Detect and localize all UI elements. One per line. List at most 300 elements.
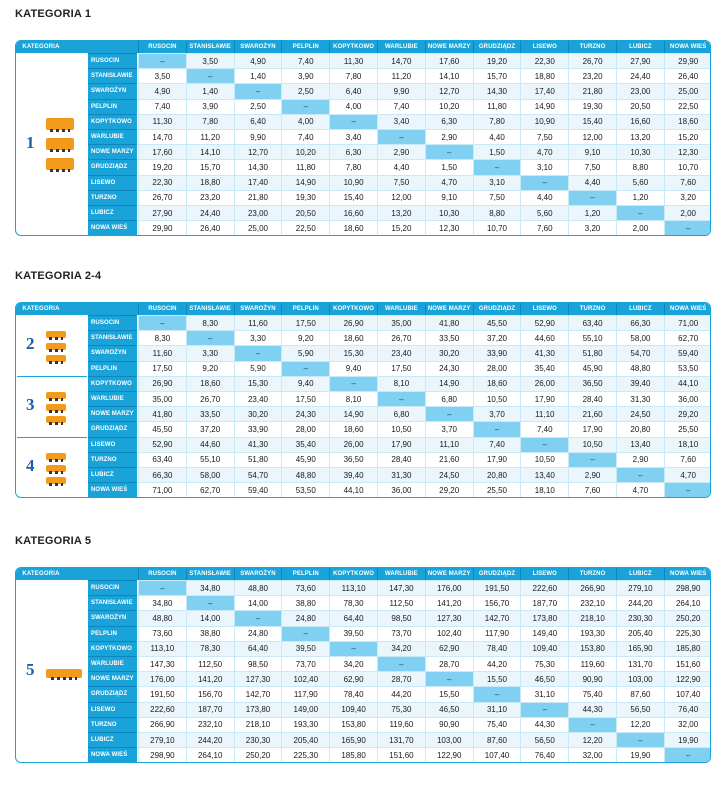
table-cell: 8,10 <box>377 376 425 391</box>
table-cell: 10,30 <box>425 205 473 220</box>
column-header: LUBICZ <box>616 41 664 53</box>
table-cell: 34,20 <box>377 641 425 656</box>
table-cell: – <box>234 610 282 625</box>
table-cell: – <box>568 190 616 205</box>
table-cell: – <box>329 641 377 656</box>
table-cell: 191,50 <box>138 686 186 701</box>
table-cell: 22,30 <box>520 53 568 68</box>
table-cell: 151,60 <box>664 656 711 671</box>
column-header: RUSOCIN <box>138 41 186 53</box>
category-header: KATEGORIA <box>22 571 60 577</box>
table-cell: 264,10 <box>664 595 711 610</box>
table-cell: 35,40 <box>281 437 329 452</box>
table-cell: 29,90 <box>138 220 186 235</box>
column-header: NOWE MARZY <box>425 303 473 315</box>
table-cell: 16,60 <box>329 205 377 220</box>
table-cell: 13,40 <box>520 467 568 482</box>
table-cell: 32,00 <box>568 747 616 762</box>
table-cell: 18,80 <box>186 175 234 190</box>
table-cell: 38,80 <box>186 626 234 641</box>
table-cell: 12,20 <box>616 717 664 732</box>
table-cell: 225,30 <box>664 626 711 641</box>
table-cell: 117,90 <box>281 686 329 701</box>
table-cell: – <box>616 732 664 747</box>
table-cell: 37,20 <box>186 421 234 436</box>
row-header: NOWA WIEŚ <box>88 220 137 235</box>
table-cell: 53,50 <box>281 482 329 497</box>
table-cell: 26,40 <box>664 68 711 83</box>
table-cell: 7,60 <box>664 452 711 467</box>
column-header: SWAROŻYN <box>234 41 282 53</box>
table-cell: 35,40 <box>520 361 568 376</box>
table-cell: – <box>568 717 616 732</box>
table-cell: 3,30 <box>234 330 282 345</box>
table-cell: 71,00 <box>664 315 711 330</box>
table-cell: 62,90 <box>425 641 473 656</box>
column-header: STANISŁAWIE <box>186 41 234 53</box>
table-cell: 14,00 <box>186 610 234 625</box>
table-cell: 7,60 <box>568 482 616 497</box>
heavy-truck-icon <box>46 355 66 362</box>
table-cell: – <box>664 747 711 762</box>
table-cell: 165,90 <box>616 641 664 656</box>
row-header: RUSOCIN <box>88 53 137 68</box>
table-cell: 15,20 <box>664 129 711 144</box>
table-cell: 117,90 <box>473 626 521 641</box>
row-header: LISEWO <box>88 702 137 717</box>
table-cell: 15,30 <box>234 376 282 391</box>
table-cell: 153,80 <box>568 641 616 656</box>
table-cell: 19,30 <box>281 190 329 205</box>
table-cell: 75,40 <box>568 686 616 701</box>
table-cell: 36,00 <box>664 391 711 406</box>
table-cell: 13,20 <box>616 129 664 144</box>
bus-icon <box>46 331 66 338</box>
table-cell: 4,70 <box>664 467 711 482</box>
table-cell: 7,80 <box>186 114 234 129</box>
table-cell: 63,40 <box>138 452 186 467</box>
table-cell: 63,40 <box>568 315 616 330</box>
table-cell: 1,20 <box>568 205 616 220</box>
table-cell: 31,30 <box>616 391 664 406</box>
row-header: TURZNO <box>88 190 137 205</box>
column-header: NOWE MARZY <box>425 568 473 580</box>
column-header: PELPLIN <box>281 303 329 315</box>
table-cell: – <box>664 220 711 235</box>
table-cell: 3,50 <box>186 53 234 68</box>
table-cell: 10,90 <box>520 114 568 129</box>
table-cell: 3,70 <box>425 421 473 436</box>
row-header: KOPYTKOWO <box>88 114 137 129</box>
table-cell: 66,30 <box>616 315 664 330</box>
table-cell: 28,40 <box>568 391 616 406</box>
table-cell: 15,40 <box>568 114 616 129</box>
table-cell: 165,90 <box>329 732 377 747</box>
table-cell: 13,40 <box>616 437 664 452</box>
column-header: NOWA WIEŚ <box>664 568 711 580</box>
table-cell: 193,30 <box>568 626 616 641</box>
table-cell: – <box>186 68 234 83</box>
table-cell: 12,30 <box>425 220 473 235</box>
table-cell: 78,40 <box>329 686 377 701</box>
table-cell: 17,60 <box>425 53 473 68</box>
table-cell: 3,20 <box>664 190 711 205</box>
table-cell: 29,90 <box>664 53 711 68</box>
row-header: GRUDZIĄDZ <box>88 159 137 174</box>
table-cell: 10,20 <box>281 144 329 159</box>
table-cell: 11,60 <box>138 345 186 360</box>
table-cell: 1,20 <box>616 190 664 205</box>
table-cell: 27,90 <box>616 53 664 68</box>
table-cell: 33,50 <box>186 406 234 421</box>
table-cell: 102,40 <box>281 671 329 686</box>
table-cell: 11,80 <box>281 159 329 174</box>
table-cell: 9,20 <box>281 330 329 345</box>
table-cell: 5,90 <box>281 345 329 360</box>
table-cell: 26,00 <box>329 437 377 452</box>
column-header: KOPYTKOWO <box>329 568 377 580</box>
table-cell: 3,10 <box>473 175 521 190</box>
table-cell: 78,30 <box>329 595 377 610</box>
table-cell: 44,20 <box>473 656 521 671</box>
table-cell: 156,70 <box>186 686 234 701</box>
table-cell: 8,10 <box>329 391 377 406</box>
table-cell: 44,60 <box>520 330 568 345</box>
table-cell: 149,00 <box>281 702 329 717</box>
table-cell: 21,80 <box>568 83 616 98</box>
table-cell: 7,40 <box>138 99 186 114</box>
table-cell: 266,90 <box>138 717 186 732</box>
table-cell: 15,20 <box>377 220 425 235</box>
category-number: 2 <box>26 334 35 354</box>
row-header: NOWE MARZY <box>88 406 137 421</box>
table-cell: 119,60 <box>377 717 425 732</box>
table-cell: 14,10 <box>425 68 473 83</box>
table-cell: 11,80 <box>473 99 521 114</box>
table-cell: 109,40 <box>520 641 568 656</box>
table-cell: 30,20 <box>234 406 282 421</box>
table-cell: 14,90 <box>281 175 329 190</box>
table-cell: 3,70 <box>473 406 521 421</box>
table-cell: 90,90 <box>425 717 473 732</box>
column-header: NOWA WIEŚ <box>664 41 711 53</box>
table-cell: 218,10 <box>234 717 282 732</box>
truck-icon <box>46 465 66 472</box>
table-cell: 141,20 <box>425 595 473 610</box>
table-cell: 151,60 <box>377 747 425 762</box>
table-cell: 44,30 <box>520 717 568 732</box>
table-cell: 1,40 <box>186 83 234 98</box>
table-cell: 18,10 <box>664 437 711 452</box>
table-cell: 7,80 <box>329 68 377 83</box>
table-cell: 23,00 <box>616 83 664 98</box>
table-cell: – <box>520 175 568 190</box>
heavy-truck-icon <box>46 477 66 484</box>
category-number: 3 <box>26 395 35 415</box>
table-cell: 14,90 <box>329 406 377 421</box>
table-cell: 14,30 <box>234 159 282 174</box>
table-cell: 4,70 <box>616 482 664 497</box>
table-cell: 28,00 <box>473 361 521 376</box>
table-cell: 18,80 <box>520 68 568 83</box>
table-cell: 28,70 <box>377 671 425 686</box>
table-cell: 39,50 <box>329 626 377 641</box>
table-cell: – <box>329 114 377 129</box>
row-header: WARLUBIE <box>88 391 137 406</box>
table-cell: 56,50 <box>616 702 664 717</box>
table-cell: 3,10 <box>520 159 568 174</box>
table-cell: 18,60 <box>329 220 377 235</box>
table-cell: 142,70 <box>473 610 521 625</box>
table-cell: 55,10 <box>568 330 616 345</box>
table-cell: 52,90 <box>138 437 186 452</box>
table-cell: 48,80 <box>616 361 664 376</box>
table-cell: 31,10 <box>520 686 568 701</box>
table-cell: 173,80 <box>520 610 568 625</box>
table-cell: 10,30 <box>616 144 664 159</box>
row-header: LUBICZ <box>88 467 137 482</box>
row-header: TURZNO <box>88 452 137 467</box>
table-cell: 4,40 <box>520 190 568 205</box>
table-cell: 14,90 <box>520 99 568 114</box>
table-cell: 7,50 <box>473 190 521 205</box>
table-cell: – <box>616 467 664 482</box>
table-cell: 10,50 <box>520 452 568 467</box>
section-title: KATEGORIA 2-4 <box>15 270 102 282</box>
table-cell: 56,50 <box>520 732 568 747</box>
table-cell: 222,60 <box>520 580 568 595</box>
table-cell: 25,50 <box>473 482 521 497</box>
column-header: KOPYTKOWO <box>329 41 377 53</box>
table-cell: 48,80 <box>234 580 282 595</box>
table-cell: 36,50 <box>568 376 616 391</box>
row-header: RUSOCIN <box>88 315 137 330</box>
category-header: KATEGORIA <box>22 44 60 50</box>
table-cell: 71,00 <box>138 482 186 497</box>
table-cell: 5,60 <box>616 175 664 190</box>
table-cell: 264,10 <box>186 747 234 762</box>
table-cell: 5,90 <box>234 361 282 376</box>
table-cell: 4,70 <box>425 175 473 190</box>
bus-icon <box>46 453 66 460</box>
table-cell: 29,20 <box>425 482 473 497</box>
column-header: NOWA WIEŚ <box>664 303 711 315</box>
table-cell: 185,80 <box>664 641 711 656</box>
category-number: 4 <box>26 456 35 475</box>
table-cell: 10,70 <box>664 159 711 174</box>
table-cell: 142,70 <box>234 686 282 701</box>
table-cell: – <box>281 626 329 641</box>
row-header: PELPLIN <box>88 626 137 641</box>
table-cell: 73,60 <box>281 580 329 595</box>
table-cell: 46,50 <box>520 671 568 686</box>
table-cell: 18,10 <box>520 482 568 497</box>
table-cell: 9,20 <box>186 361 234 376</box>
row-header: NOWE MARZY <box>88 671 137 686</box>
table-cell: 4,90 <box>138 83 186 98</box>
row-header: PELPLIN <box>88 361 137 376</box>
table-cell: 298,90 <box>664 580 711 595</box>
table-cell: 279,10 <box>616 580 664 595</box>
table-cell: 24,30 <box>425 361 473 376</box>
table-cell: 218,10 <box>568 610 616 625</box>
table-cell: 41,80 <box>138 406 186 421</box>
table-cell: 24,80 <box>281 610 329 625</box>
table-cell: 6,40 <box>234 114 282 129</box>
table-cell: 14,10 <box>186 144 234 159</box>
table-cell: 15,70 <box>186 159 234 174</box>
table-cell: 17,50 <box>377 361 425 376</box>
table-cell: 34,80 <box>186 580 234 595</box>
table-cell: – <box>138 315 186 330</box>
table-cell: 185,80 <box>329 747 377 762</box>
column-header: WARLUBIE <box>377 303 425 315</box>
table-cell: 109,40 <box>329 702 377 717</box>
table-cell: 62,70 <box>664 330 711 345</box>
column-header: STANISŁAWIE <box>186 568 234 580</box>
table-cell: 5,60 <box>520 205 568 220</box>
table-cell: 149,40 <box>520 626 568 641</box>
table-cell: – <box>234 345 282 360</box>
distance-table <box>15 302 711 498</box>
table-cell: 38,80 <box>281 595 329 610</box>
column-header: TURZNO <box>568 568 616 580</box>
table-cell: 3,30 <box>186 345 234 360</box>
table-cell: 25,00 <box>234 220 282 235</box>
table-cell: 131,70 <box>377 732 425 747</box>
table-cell: 23,40 <box>377 345 425 360</box>
column-header: WARLUBIE <box>377 41 425 53</box>
table-cell: 44,20 <box>377 686 425 701</box>
table-cell: 19,20 <box>138 159 186 174</box>
table-cell: 7,50 <box>520 129 568 144</box>
table-cell: 191,50 <box>473 580 521 595</box>
row-header: KOPYTKOWO <box>88 376 137 391</box>
table-cell: 73,70 <box>377 626 425 641</box>
table-cell: – <box>138 580 186 595</box>
section-2 <box>15 270 711 520</box>
table-cell: 20,50 <box>281 205 329 220</box>
table-cell: 17,50 <box>138 361 186 376</box>
table-cell: 52,90 <box>520 315 568 330</box>
column-header: WARLUBIE <box>377 568 425 580</box>
table-cell: 3,20 <box>568 220 616 235</box>
table-cell: 12,70 <box>425 83 473 98</box>
table-cell: 24,50 <box>425 467 473 482</box>
table-cell: 23,20 <box>568 68 616 83</box>
table-cell: 3,40 <box>377 114 425 129</box>
section-3 <box>15 535 711 785</box>
table-cell: 62,90 <box>329 671 377 686</box>
table-cell: – <box>568 452 616 467</box>
table-cell: 6,80 <box>425 391 473 406</box>
table-cell: 39,40 <box>616 376 664 391</box>
table-cell: 24,40 <box>616 68 664 83</box>
table-cell: 26,70 <box>377 330 425 345</box>
table-cell: 6,30 <box>329 144 377 159</box>
table-cell: 76,40 <box>664 702 711 717</box>
table-cell: 17,50 <box>281 391 329 406</box>
table-cell: 64,40 <box>329 610 377 625</box>
table-cell: 17,90 <box>377 437 425 452</box>
table-cell: 2,50 <box>281 83 329 98</box>
table-cell: 26,00 <box>520 376 568 391</box>
table-cell: 45,50 <box>138 421 186 436</box>
table-cell: – <box>520 437 568 452</box>
table-cell: 1,50 <box>473 144 521 159</box>
table-cell: 187,70 <box>520 595 568 610</box>
table-cell: 131,70 <box>616 656 664 671</box>
table-cell: 7,40 <box>520 421 568 436</box>
table-cell: – <box>186 595 234 610</box>
row-header: RUSOCIN <box>88 580 137 595</box>
table-cell: 44,10 <box>664 376 711 391</box>
table-cell: 29,20 <box>664 406 711 421</box>
table-cell: 64,40 <box>234 641 282 656</box>
table-cell: 107,40 <box>664 686 711 701</box>
section-title: KATEGORIA 1 <box>15 8 92 20</box>
table-cell: 34,20 <box>329 656 377 671</box>
row-header: LUBICZ <box>88 205 137 220</box>
table-cell: 14,00 <box>234 595 282 610</box>
table-cell: 15,30 <box>329 345 377 360</box>
table-cell: 7,40 <box>281 129 329 144</box>
table-cell: 19,20 <box>473 53 521 68</box>
table-cell: 4,40 <box>568 175 616 190</box>
column-header: SWAROŻYN <box>234 568 282 580</box>
row-header: GRUDZIĄDZ <box>88 686 137 701</box>
table-cell: 25,50 <box>664 421 711 436</box>
table-cell: 4,40 <box>473 129 521 144</box>
table-cell: – <box>377 129 425 144</box>
table-cell: 10,50 <box>377 421 425 436</box>
table-cell: 122,90 <box>425 747 473 762</box>
table-cell: 17,90 <box>520 391 568 406</box>
table-cell: 21,60 <box>425 452 473 467</box>
table-cell: 20,80 <box>473 467 521 482</box>
table-cell: 41,30 <box>234 437 282 452</box>
table-cell: 244,20 <box>186 732 234 747</box>
table-cell: 51,80 <box>568 345 616 360</box>
table-cell: 13,20 <box>377 205 425 220</box>
table-cell: 127,30 <box>234 671 282 686</box>
table-cell: 75,30 <box>377 702 425 717</box>
table-cell: 11,10 <box>520 406 568 421</box>
table-cell: 17,90 <box>473 452 521 467</box>
table-cell: 10,70 <box>473 220 521 235</box>
table-cell: – <box>234 83 282 98</box>
table-cell: 24,80 <box>234 626 282 641</box>
table-cell: 45,90 <box>281 452 329 467</box>
table-cell: 10,50 <box>568 437 616 452</box>
bus-icon <box>46 392 66 399</box>
table-cell: 3,90 <box>186 99 234 114</box>
table-cell: 147,30 <box>377 580 425 595</box>
table-cell: 28,70 <box>425 656 473 671</box>
table-cell: 26,90 <box>329 315 377 330</box>
table-cell: 9,90 <box>377 83 425 98</box>
truck-icon <box>46 404 66 411</box>
table-cell: 16,60 <box>616 114 664 129</box>
table-cell: 232,10 <box>568 595 616 610</box>
group-divider <box>17 376 87 377</box>
table-cell: 147,30 <box>138 656 186 671</box>
table-cell: 8,30 <box>138 330 186 345</box>
table-cell: 44,30 <box>568 702 616 717</box>
row-header: LISEWO <box>88 175 137 190</box>
table-cell: 230,30 <box>616 610 664 625</box>
table-cell: 10,50 <box>473 391 521 406</box>
